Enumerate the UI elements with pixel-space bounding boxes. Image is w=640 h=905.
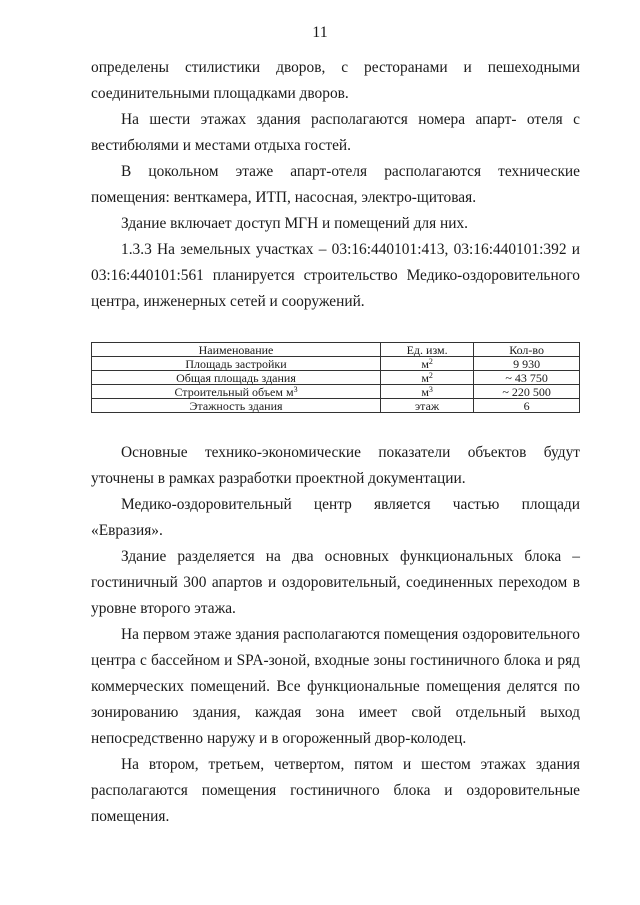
cell-name: Строительный объем $м^3$ [92,385,381,399]
cell-unit: $м^2$ [381,357,474,371]
paragraph: На первом этаже здания располагаются помещения оздоровительного центра с бассейном и SPA-зоной, входные зоны гостиничного блока и ряд коммерческих помещений. Все функциональные помещения делятся по зонированию здания, каждая зона имеет свой отдельный выход непосредственно наружу и в огороженный двор-колодец. [91,626,580,747]
cell-name: Площадь застройки [92,357,381,371]
body-text-top [91,55,580,315]
paragraph: В цокольном этаже апарт-отеля располагаются технические помещения: венткамера, ИТП, насосная, электро-щитовая. [91,163,580,206]
page-number: 11 [312,24,328,41]
column-header-name: Наименование [92,343,381,357]
cell-unit: этаж [381,399,474,413]
cell-unit: $м^2$ [381,371,474,385]
cell-quantity: ~ 220 500 [474,385,580,399]
cell-quantity: ~ 43 750 [474,371,580,385]
paragraph: На шести этажах здания располагаются номера апарт- отеля с вестибюлями и местами отдыха гостей. [91,111,580,154]
column-header-quantity: Кол-во [474,343,580,357]
column-header-unit: Ед. изм. [381,343,474,357]
paragraph: Здание включает доступ МГН и помещений для них. [121,215,469,232]
cell-name: Общая площадь здания [92,371,381,385]
specifications-table [91,342,580,413]
paragraph: Медико-оздоровительный центр является частью площади «Евразия». [91,496,580,539]
paragraph: определены стилистики дворов, с ресторанами и пешеходными соединительными площадками дворов. [91,59,580,102]
cell-name: Этажность здания [92,399,381,413]
table-header-row [92,343,580,357]
body-text-bottom [91,440,580,830]
cell-quantity: 9 930 [474,357,580,371]
cell-unit: $м^3$ [381,385,474,399]
paragraph: На втором, третьем, четвертом, пятом и шестом этажах здания располагаются помещения гостиничного блока и оздоровительные помещения. [91,756,580,825]
table-row [92,357,580,371]
table-row [92,371,580,385]
paragraph: Здание разделяется на два основных функциональных блока – гостиничный 300 апартов и оздоровительный, соединенных переходом в уровне второго этажа. [91,548,580,617]
cell-quantity: 6 [474,399,580,413]
paragraph: 1.3.3 На земельных участках – 03:16:440101:413, 03:16:440101:392 и 03:16:440101:561 планируется строительство Медико-оздоровительного центра, инженерных сетей и сооружений. [91,241,580,310]
table-row [92,399,580,413]
paragraph: Основные технико-экономические показатели объектов будут уточнены в рамках разработки проектной документации. [91,444,580,487]
table-row [92,385,580,399]
